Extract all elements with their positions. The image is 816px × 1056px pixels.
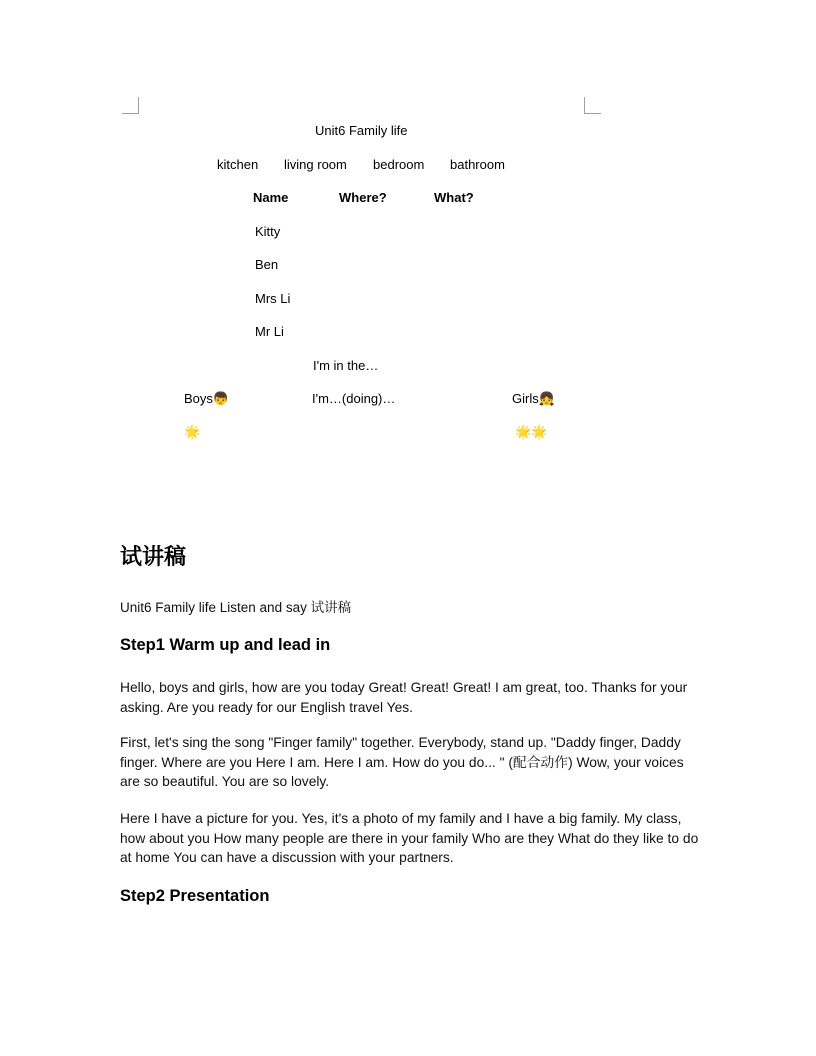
sentence-pattern-2: I'm…(doing)… bbox=[312, 391, 396, 406]
name-row: Mrs Li bbox=[255, 291, 291, 306]
worksheet-title: Unit6 Family life bbox=[315, 123, 408, 138]
subtitle: Unit6 Family life Listen and say 试讲稿 bbox=[120, 600, 352, 615]
header-what: What? bbox=[434, 190, 474, 205]
paragraph-greeting: Hello, boys and girls, how are you today Great! Great! Great! I am great, too. Thanks for your asking. Are you ready for our English travel Yes. bbox=[120, 680, 688, 715]
room-living-room: living room bbox=[284, 157, 347, 172]
girls-score-stars: 🌟🌟 bbox=[515, 424, 548, 439]
paragraph-song: First, let's sing the song "Finger family" together. Everybody, stand up. "Daddy finger, Daddy finger. Where are you Here I am. Here I am. How do you do... " (配合动作) Wow, your voices are so beautiful. You are so lovely. bbox=[120, 735, 684, 789]
crop-mark-right bbox=[584, 97, 601, 114]
header-where: Where? bbox=[339, 190, 387, 205]
boys-team bbox=[184, 391, 229, 408]
step1-heading: Step1 Warm up and lead in bbox=[120, 636, 331, 654]
room-kitchen: kitchen bbox=[217, 157, 259, 172]
page-title: 试讲稿 bbox=[120, 545, 187, 570]
girl-emoji-icon: 👧 bbox=[538, 392, 555, 407]
sentence-pattern-1: I'm in the… bbox=[313, 358, 379, 373]
name-row: Mr Li bbox=[255, 324, 284, 339]
name-row: Kitty bbox=[255, 224, 281, 239]
step2-heading: Step2 Presentation bbox=[120, 887, 270, 905]
girls-team bbox=[512, 391, 555, 408]
room-bathroom: bathroom bbox=[450, 157, 505, 172]
girls-label: Girls bbox=[512, 391, 539, 406]
paragraph-family-photo: Here I have a picture for you. Yes, it's a photo of my family and I have a big family. My class, how about you How many people are there in your family Who are they What do they like to do at home You can have a discussion with your partners. bbox=[120, 811, 699, 865]
header-name: Name bbox=[253, 190, 289, 205]
boy-emoji-icon: 👦 bbox=[212, 392, 230, 407]
crop-mark-left bbox=[122, 97, 139, 114]
boys-label: Boys bbox=[184, 391, 213, 406]
name-row: Ben bbox=[255, 257, 279, 272]
boys-score-stars: 🌟 bbox=[184, 424, 201, 439]
room-bedroom: bedroom bbox=[373, 157, 425, 172]
